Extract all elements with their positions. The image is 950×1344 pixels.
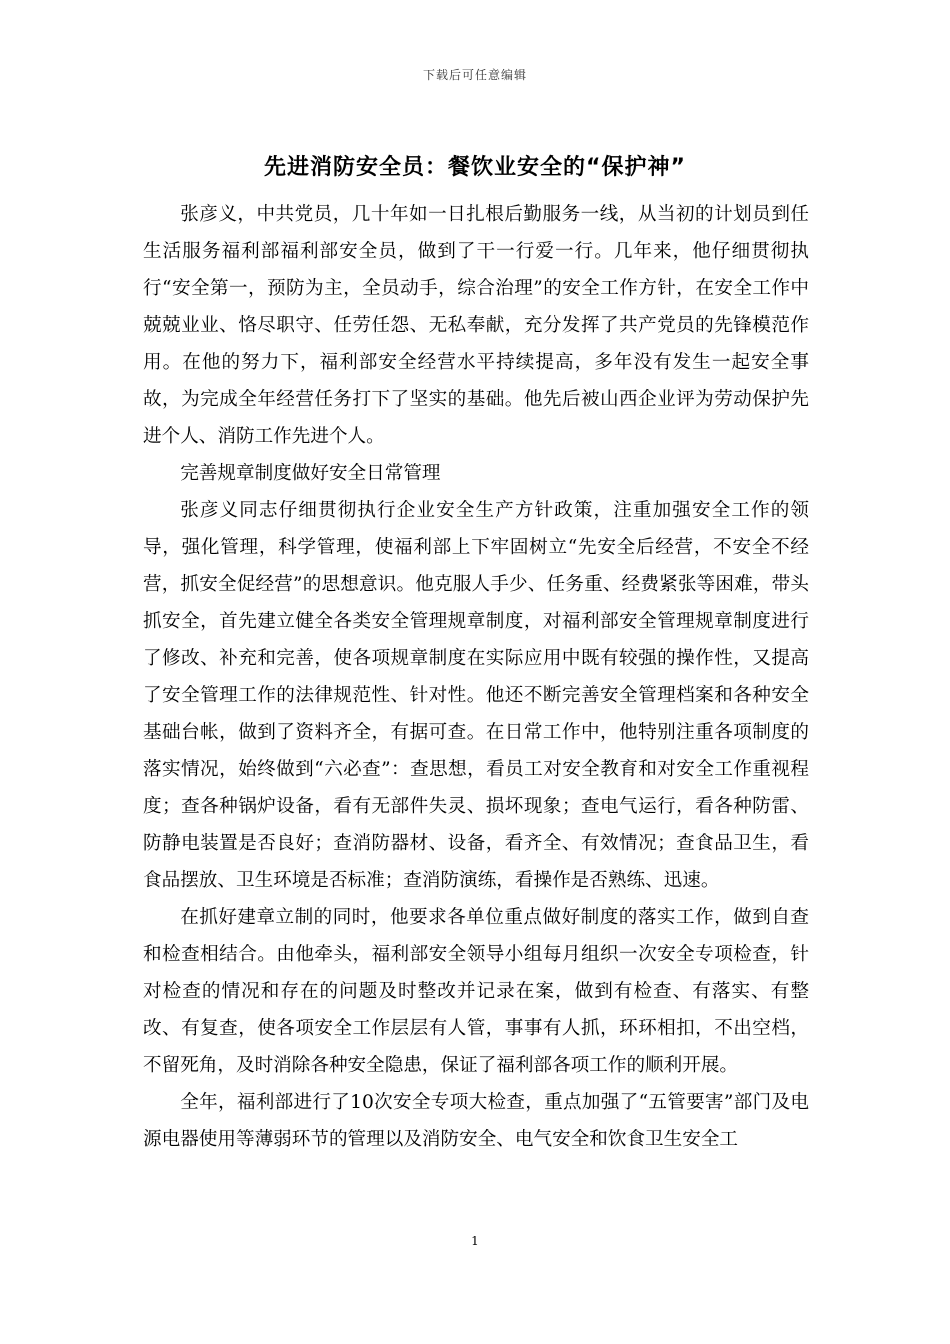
document-body (143, 196, 809, 1158)
section-heading: 完善规章制度做好安全日常管理 (180, 463, 441, 484)
paragraph-inspections: 全年，福利部进行了10次安全专项大检查，重点加强了“五管要害”部门及电源电器使用等薄弱环节的管理以及消防安全、电气安全和饮食卫生安全工 (143, 1092, 809, 1150)
page-number: 1 (471, 1234, 479, 1248)
paragraph-rules: 张彦义同志仔细贯彻执行企业安全生产方针政策，注重加强安全工作的领导，强化管理，科学管理，使福利部上下牢固树立“先安全后经营，不安全不经营，抓安全促经营”的思想意识。他克服人手少、任务重、经费紧张等困难，带头抓安全，首先建立健全各类安全管理规章制度，对福利部安全管理规章制度进行了修改、补充和完善，使各项规章制度在实际应用中既有较强的操作性，又提高了安全管理工作的法律规范性、针对性。他还不断完善安全管理档案和各种安全基础台帐，做到了资料齐全，有据可查。在日常工作中，他特别注重各项制度的落实情况，始终做到“六必查”：查思想，看员工对安全教育和对安全工作重视程度；查各种锅炉设备，看有无部件失灵、损坏现象；查电气运行，看各种防雷、防静电装置是否良好；查消防器材、设备，看齐全、有效情况；查食品卫生，看食品摆放、卫生环境是否标准；查消防演练，看操作是否熟练、迅速。 (143, 500, 809, 891)
paragraph-implementation: 在抓好建章立制的同时，他要求各单位重点做好制度的落实工作，做到自查和检查相结合。由他牵头，福利部安全领导小组每月组织一次安全专项检查，针对检查的情况和存在的问题及时整改并记录在案，做到有检查、有落实、有整改、有复查，使各项安全工作层层有人管，事事有人抓，环环相扣，不出空档，不留死角，及时消除各种安全隐患，保证了福利部各项工作的顺利开展。 (143, 907, 809, 1076)
header-note: 下载后可任意编辑 (422, 68, 527, 82)
document-title: 先进消防安全员：餐饮业安全的“保护神” (264, 155, 686, 180)
paragraph-intro: 张彦义，中共党员，几十年如一日扎根后勤服务一线，从当初的计划员到任生活服务福利部福利部安全员，做到了干一行爱一行。几年来，他仔细贯彻执行“安全第一，预防为主，全员动手，综合治理”的安全工作方针，在安全工作中兢兢业业、恪尽职守、任劳任怨、无私奉献，充分发挥了共产党员的先锋模范作用。在他的努力下，福利部安全经营水平持续提高，多年没有发生一起安全事故，为完成全年经营任务打下了坚实的基础。他先后被山西企业评为劳动保护先进个人、消防工作先进个人。 (143, 204, 809, 447)
